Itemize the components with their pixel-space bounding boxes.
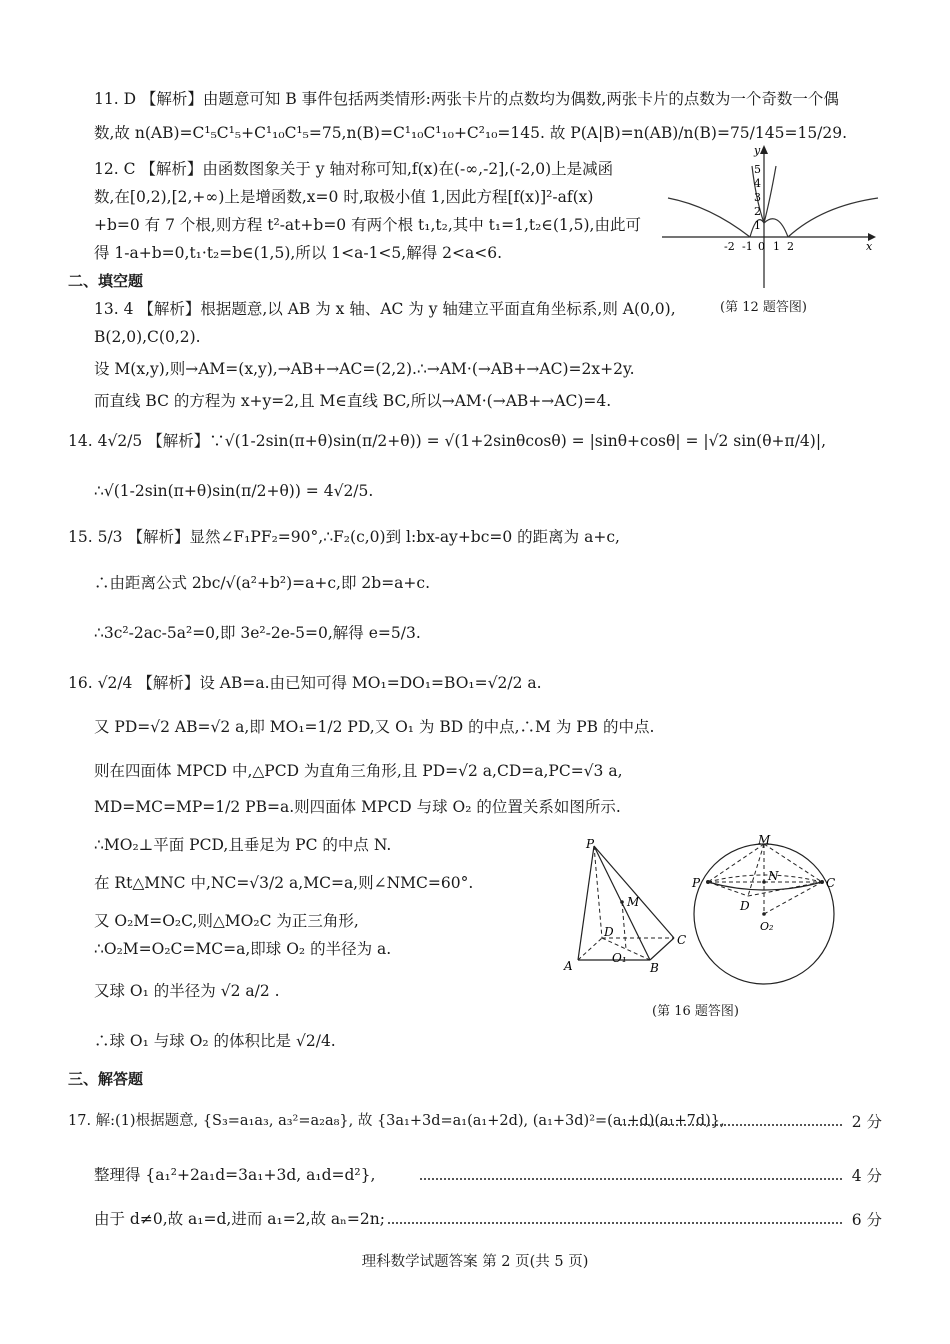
q16-tetrahedron-figure [558, 834, 698, 982]
q12-graph [660, 140, 880, 290]
edge-ad [578, 938, 602, 960]
q15-line1: 15. 5/3 【解析】显然∠F₁PF₂=90°,∴F₂(c,0)到 l:bx-ay+bc=0 的距离为 a+c, [68, 528, 620, 546]
segment-o2c [764, 882, 822, 914]
q13-line4: 而直线 BC 的方程为 x+y=2,且 M∈直线 BC,所以→AM·(→AB+→AC)=4. [94, 392, 612, 410]
label-m2: M [758, 833, 771, 847]
q12-line3: +b=0 有 7 个根,则方程 t²-at+b=0 有两个根 t₁,t₂,其中 t₁=1,t₂∈(1,5),由此可 [94, 216, 641, 234]
q14-line2: ∴√(1-2sin(π+θ)sin(π/2+θ)) = 4√2/5. [94, 482, 374, 500]
q16-line2: 又 PD=√2 AB=√2 a,即 MO₁=1/2 PD,又 O₁ 为 BD 的中点,∴M 为 PB 的中点. [94, 718, 655, 736]
segment-md [748, 844, 764, 896]
label-c: C [677, 933, 687, 947]
y-tick: 3 [754, 191, 761, 204]
x-tick: 1 [773, 240, 780, 253]
label-a: A [564, 959, 573, 973]
q16-line4: MD=MC=MP=1/2 PB=a.则四面体 MPCD 与球 O₂ 的位置关系如图所示. [94, 798, 621, 816]
q16-line3: 则在四面体 MPCD 中,△PCD 为直角三角形,且 PD=√2 a,CD=a,PC=√3 a, [94, 762, 623, 780]
segment-dc [748, 882, 822, 896]
label-p: P [586, 837, 595, 851]
q16-line9: 又球 O₁ 的半径为 √2 a/2 . [94, 982, 280, 1000]
q13-line1: 13. 4 【解析】根据题意,以 AB 为 x 轴、AC 为 y 轴建立平面直角坐标系,则 A(0,0), [94, 300, 676, 318]
y-axis-label: y [754, 144, 761, 157]
q14-line1: 14. 4√2/5 【解析】∵√(1-2sin(π+θ)sin(π/2+θ)) = √(1+2sinθcosθ) = |sinθ+cosθ| = |√2 sin(θ+π/4)|, [68, 432, 826, 450]
curve-right-inner [764, 219, 788, 237]
q11-line1: 11. D 【解析】由题意可知 B 事件包括两类情形:两张卡片的点数均为偶数,两张卡片的点数为一个奇数一个偶 [94, 90, 839, 108]
q16-line1: 16. √2/4 【解析】设 AB=a.由已知可得 MO₁=DO₁=BO₁=√2/2 a. [68, 674, 542, 692]
q16-line5: ∴MO₂⊥平面 PCD,且垂足为 PC 的中点 N. [94, 836, 392, 854]
q16-caption: (第 16 题答图) [652, 1004, 739, 1019]
point-p [706, 880, 710, 884]
dotted-leader [620, 1124, 842, 1126]
q15-line3: ∴3c²-2ac-5a²=0,即 3e²-2e-5=0,解得 e=5/3. [94, 624, 421, 642]
q16-line8: ∴O₂M=O₂C=MC=a,即球 O₂ 的半径为 a. [94, 940, 392, 958]
y-tick: 5 [754, 163, 761, 176]
q17-score3: 6 分 [851, 1211, 882, 1229]
q16-line7: 又 O₂M=O₂C,则△MO₂C 为正三角形, [94, 912, 359, 930]
point-c [820, 880, 824, 884]
label-o1: O₁ [612, 951, 627, 965]
point-m [620, 900, 624, 904]
page-footer: 理科数学试题答案 第 2 页(共 5 页) [361, 1254, 589, 1270]
q11-line2: 数,故 n(AB)=C¹₅C¹₅+C¹₁₀C¹₅=75,n(B)=C¹₁₀C¹₁₀+C²₁₀=145. 故 P(A|B)=n(AB)/n(B)=75/145=15/29. [94, 124, 848, 142]
label-c2: C [826, 876, 836, 890]
y-tick: 4 [754, 177, 761, 190]
y-tick: 1 [754, 219, 761, 232]
x-axis-label: x [866, 240, 873, 253]
label-p2: P [692, 876, 701, 890]
point-n [762, 880, 766, 884]
q12-line4: 得 1-a+b=0,t₁·t₂=b∈(1,5),所以 1<a-1<5,解得 2<a<6. [94, 244, 503, 262]
q16-line6: 在 Rt△MNC 中,NC=√3/2 a,MC=a,则∠NMC=60°. [94, 874, 474, 892]
dotted-leader [420, 1178, 842, 1180]
dotted-leader [388, 1222, 842, 1224]
q13-line3: 设 M(x,y),则→AM=(x,y),→AB+→AC=(2,2).∴→AM·(→AB+→AC)=2x+2y. [94, 360, 635, 378]
q16-line10: ∴球 O₁ 与球 O₂ 的体积比是 √2/4. [94, 1032, 336, 1050]
point-o2 [762, 912, 766, 916]
q13-line2: B(2,0),C(0,2). [94, 328, 201, 346]
q17-line3: 由于 d≠0,故 a₁=d,进而 a₁=2,故 aₙ=2n; [94, 1210, 385, 1228]
q16-sphere-figure [686, 832, 846, 992]
q17-score1: 2 分 [851, 1113, 882, 1131]
label-n: N [768, 869, 779, 883]
q12-line2: 数,在[0,2),[2,+∞)上是增函数,x=0 时,取极小值 1,因此方程[f(x)]²-af(x) [94, 188, 594, 206]
edge-pa [578, 846, 594, 960]
q17-line1: 17. 解:(1)根据题意, {S₃=a₁a₃, a₃²=a₂a₈}, 故 {3a₁+3d=a₁(a₁+2d), (a₁+3d)²=(a₁+d)(a₁+7d)}, [68, 1113, 725, 1129]
y-tick: 2 [754, 205, 761, 218]
curve-cusp-right [764, 166, 776, 223]
label-d2: D [740, 899, 750, 913]
label-d: D [604, 925, 614, 939]
x-tick: 2 [787, 240, 794, 253]
q12-caption: (第 12 题答图) [720, 300, 807, 315]
x-tick: 0 [758, 240, 765, 253]
edge-bc [650, 938, 674, 960]
x-tick: -2 [724, 240, 735, 253]
y-axis-arrow-icon [760, 145, 768, 154]
x-tick: -1 [742, 240, 753, 253]
q17-line2: 整理得 {a₁²+2a₁d=3a₁+3d, a₁d=d²}, [94, 1166, 376, 1184]
curve-left-outer [668, 198, 750, 237]
curve-right-outer [788, 198, 878, 237]
section-fill-blank-title: 二、填空题 [68, 272, 144, 290]
section-solutions-title: 三、解答题 [68, 1070, 144, 1088]
label-m: M [627, 895, 640, 909]
q15-line2: ∴由距离公式 2bc/√(a²+b²)=a+c,即 2b=a+c. [94, 574, 431, 592]
label-b: B [650, 961, 659, 975]
q17-score2: 4 分 [851, 1167, 882, 1185]
q12-line1: 12. C 【解析】由函数图象关于 y 轴对称可知,f(x)在(-∞,-2],(-2,0)上是减函 [94, 160, 614, 178]
label-o2: O₂ [760, 920, 774, 933]
